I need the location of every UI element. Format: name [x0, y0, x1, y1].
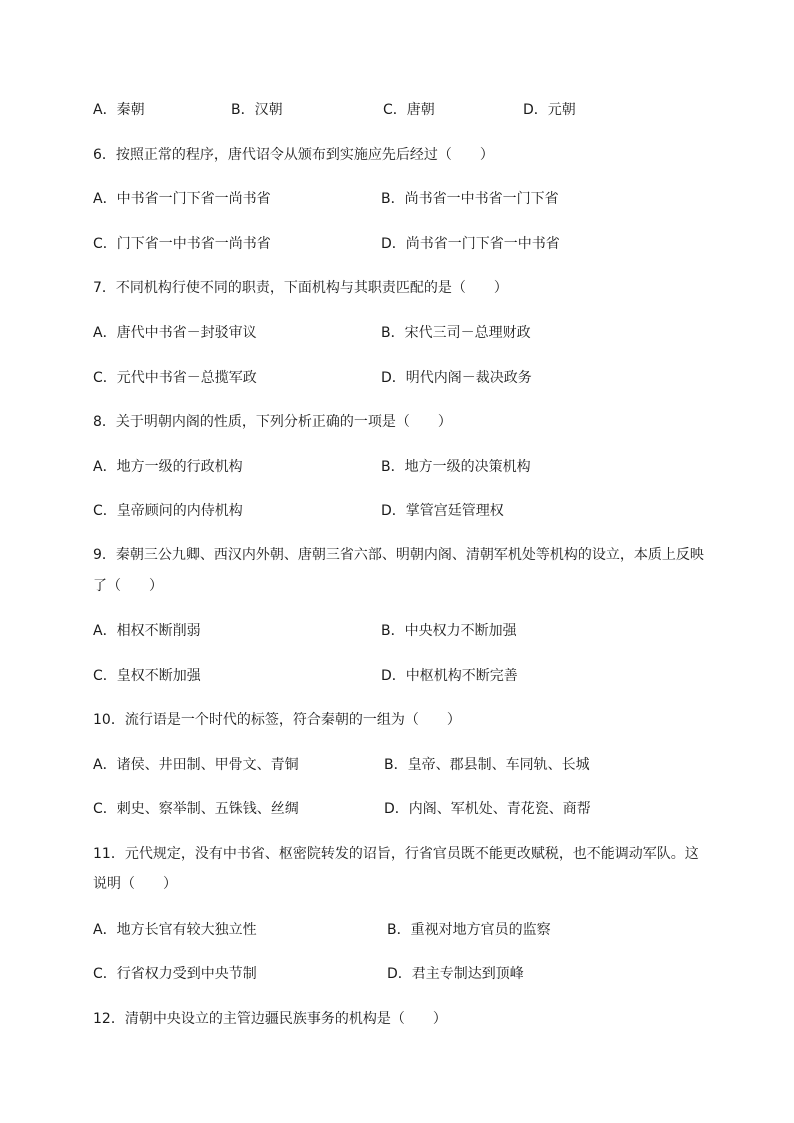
q8-option-b: B．地方一级的决策机构	[381, 459, 531, 475]
q6-option-c: C．门下省一中书省一尚书省	[93, 236, 271, 252]
q7-stem: 7．不同机构行使不同的职责，下面机构与其职责匹配的是（ ）	[93, 280, 508, 296]
q8-option-c: C．皇帝顾问的内侍机构	[93, 503, 243, 519]
q9-stem-line1: 9．秦朝三公九卿、西汉内外朝、唐朝三省六部、明朝内阁、清朝军机处等机构的设立，本质上反映	[93, 547, 704, 563]
q5-option-c: C．唐朝	[383, 102, 435, 118]
q7-option-a: A．唐代中书省－封驳审议	[93, 325, 257, 341]
q5-option-d: D．元朝	[523, 102, 576, 118]
q10-option-c: C．刺史、察举制、五铢钱、丝绸	[93, 801, 299, 817]
q9-option-a: A．相权不断削弱	[93, 623, 201, 639]
q6-stem: 6．按照正常的程序，唐代诏令从颁布到实施应先后经过（ ）	[93, 147, 494, 163]
q8-stem: 8．关于明朝内阁的性质，下列分析正确的一项是（ ）	[93, 414, 452, 430]
q11-stem-line2: 说明（ ）	[93, 876, 177, 892]
q10-option-b: B．皇帝、郡县制、车同轨、长城	[384, 757, 590, 773]
q6-option-b: B．尚书省一中书省一门下省	[381, 191, 559, 207]
q5-option-b: B．汉朝	[231, 102, 283, 118]
q9-option-b: B．中央权力不断加强	[381, 623, 517, 639]
q9-stem-line2: 了（ ）	[93, 578, 163, 594]
q10-option-a: A．诸侯、井田制、甲骨文、青铜	[93, 757, 299, 773]
q7-option-b: B．宋代三司－总理财政	[381, 325, 531, 341]
q11-option-b: B．重视对地方官员的监察	[387, 922, 551, 938]
q9-option-d: D．中枢机构不断完善	[381, 668, 518, 684]
q8-option-d: D．掌管宫廷管理权	[381, 503, 504, 519]
q5-option-a: A．秦朝	[93, 102, 145, 118]
q11-option-c: C．行省权力受到中央节制	[93, 966, 257, 982]
q6-option-a: A．中书省一门下省一尚书省	[93, 191, 271, 207]
q9-option-c: C．皇权不断加强	[93, 668, 201, 684]
q11-option-d: D．君主专制达到顶峰	[387, 966, 524, 982]
q6-option-d: D．尚书省一门下省一中书省	[381, 236, 560, 252]
q7-option-c: C．元代中书省－总揽军政	[93, 370, 257, 386]
q11-stem-line1: 11．元代规定，没有中书省、枢密院转发的诏旨，行省官员既不能更改赋税，也不能调动军队。这	[93, 846, 699, 862]
q10-option-d: D．内阁、军机处、青花瓷、商帮	[384, 801, 591, 817]
q7-option-d: D．明代内阁－裁决政务	[381, 370, 532, 386]
q11-option-a: A．地方长官有较大独立性	[93, 922, 257, 938]
q10-stem: 10．流行语是一个时代的标签，符合秦朝的一组为（ ）	[93, 712, 461, 728]
q8-option-a: A．地方一级的行政机构	[93, 459, 243, 475]
q12-stem: 12．清朝中央设立的主管边疆民族事务的机构是（ ）	[93, 1011, 447, 1027]
